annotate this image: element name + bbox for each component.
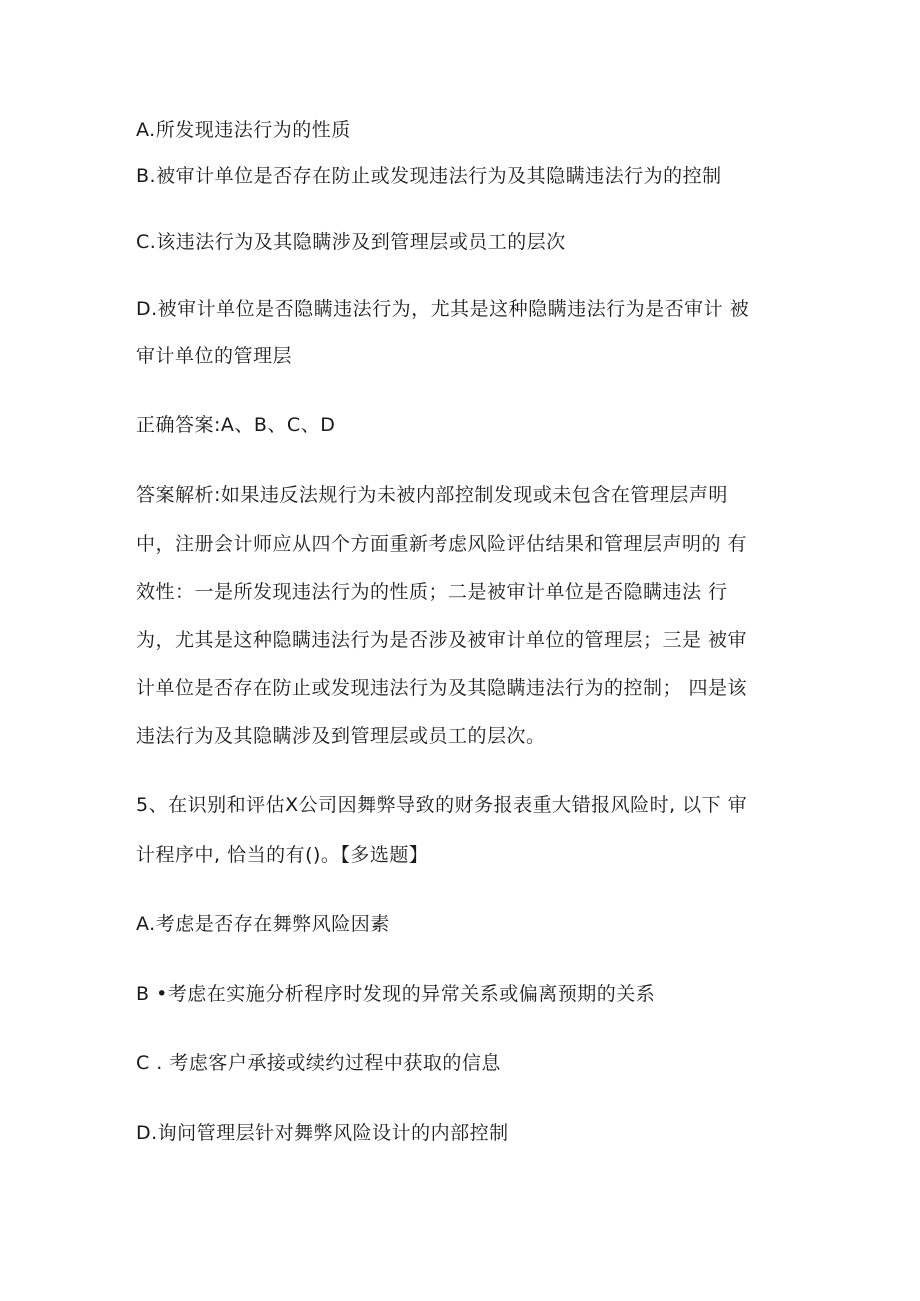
q4-analysis-line: 中，注册会计师应从四个方面重新考虑风险评估结果和管理层声明的 有: [136, 533, 748, 555]
q4-correct-answer: 正确答案:A、B、C、D: [136, 414, 336, 436]
q4-analysis-line: 答案解析:如果违反法规行为未被内部控制发现或未包含在管理层声明: [136, 484, 728, 506]
q4-analysis-line: 为，尤其是这种隐瞒违法行为是否涉及被审计单位的管理层；三是 被审: [136, 629, 748, 651]
q5-option-b: B •考虑在实施分析程序时发现的异常关系或偏离预期的关系: [136, 983, 656, 1005]
q5-stem-line1: 5、在识别和评估X公司因舞弊导致的财务报表重大错报风险时, 以下 审: [136, 794, 748, 816]
q4-analysis-line: 效性：一是所发现违法行为的性质；二是被审计单位是否隐瞒违法 行: [136, 581, 728, 603]
q4-option-b: B.被审计单位是否存在防止或发现违法行为及其隐瞒违法行为的控制: [136, 165, 722, 187]
q5-option-c: C . 考虑客户承接或续约过程中获取的信息: [136, 1052, 501, 1074]
q4-analysis-line: 违法行为及其隐瞒涉及到管理层或员工的层次。: [136, 725, 546, 747]
q4-option-a: A.所发现违法行为的性质: [136, 119, 351, 141]
q5-stem-line2: 计程序中, 恰当的有()。【多选题】: [136, 844, 429, 866]
q4-option-d-line2: 审计单位的管理层: [136, 345, 293, 367]
q4-option-c: C.该违法行为及其隐瞒涉及到管理层或员工的层次: [136, 231, 566, 253]
q5-option-d: D.询问管理层针对舞弊风险设计的内部控制: [136, 1122, 509, 1144]
q5-option-a: A.考虑是否存在舞弊风险因素: [136, 913, 390, 935]
q4-option-d-line1: D.被审计单位是否隐瞒违法行为，尤其是这种隐瞒违法行为是否审计 被: [136, 298, 750, 320]
q4-analysis-line: 计单位是否存在防止或发现违法行为及其隐瞒违法行为的控制； 四是该: [136, 677, 748, 699]
